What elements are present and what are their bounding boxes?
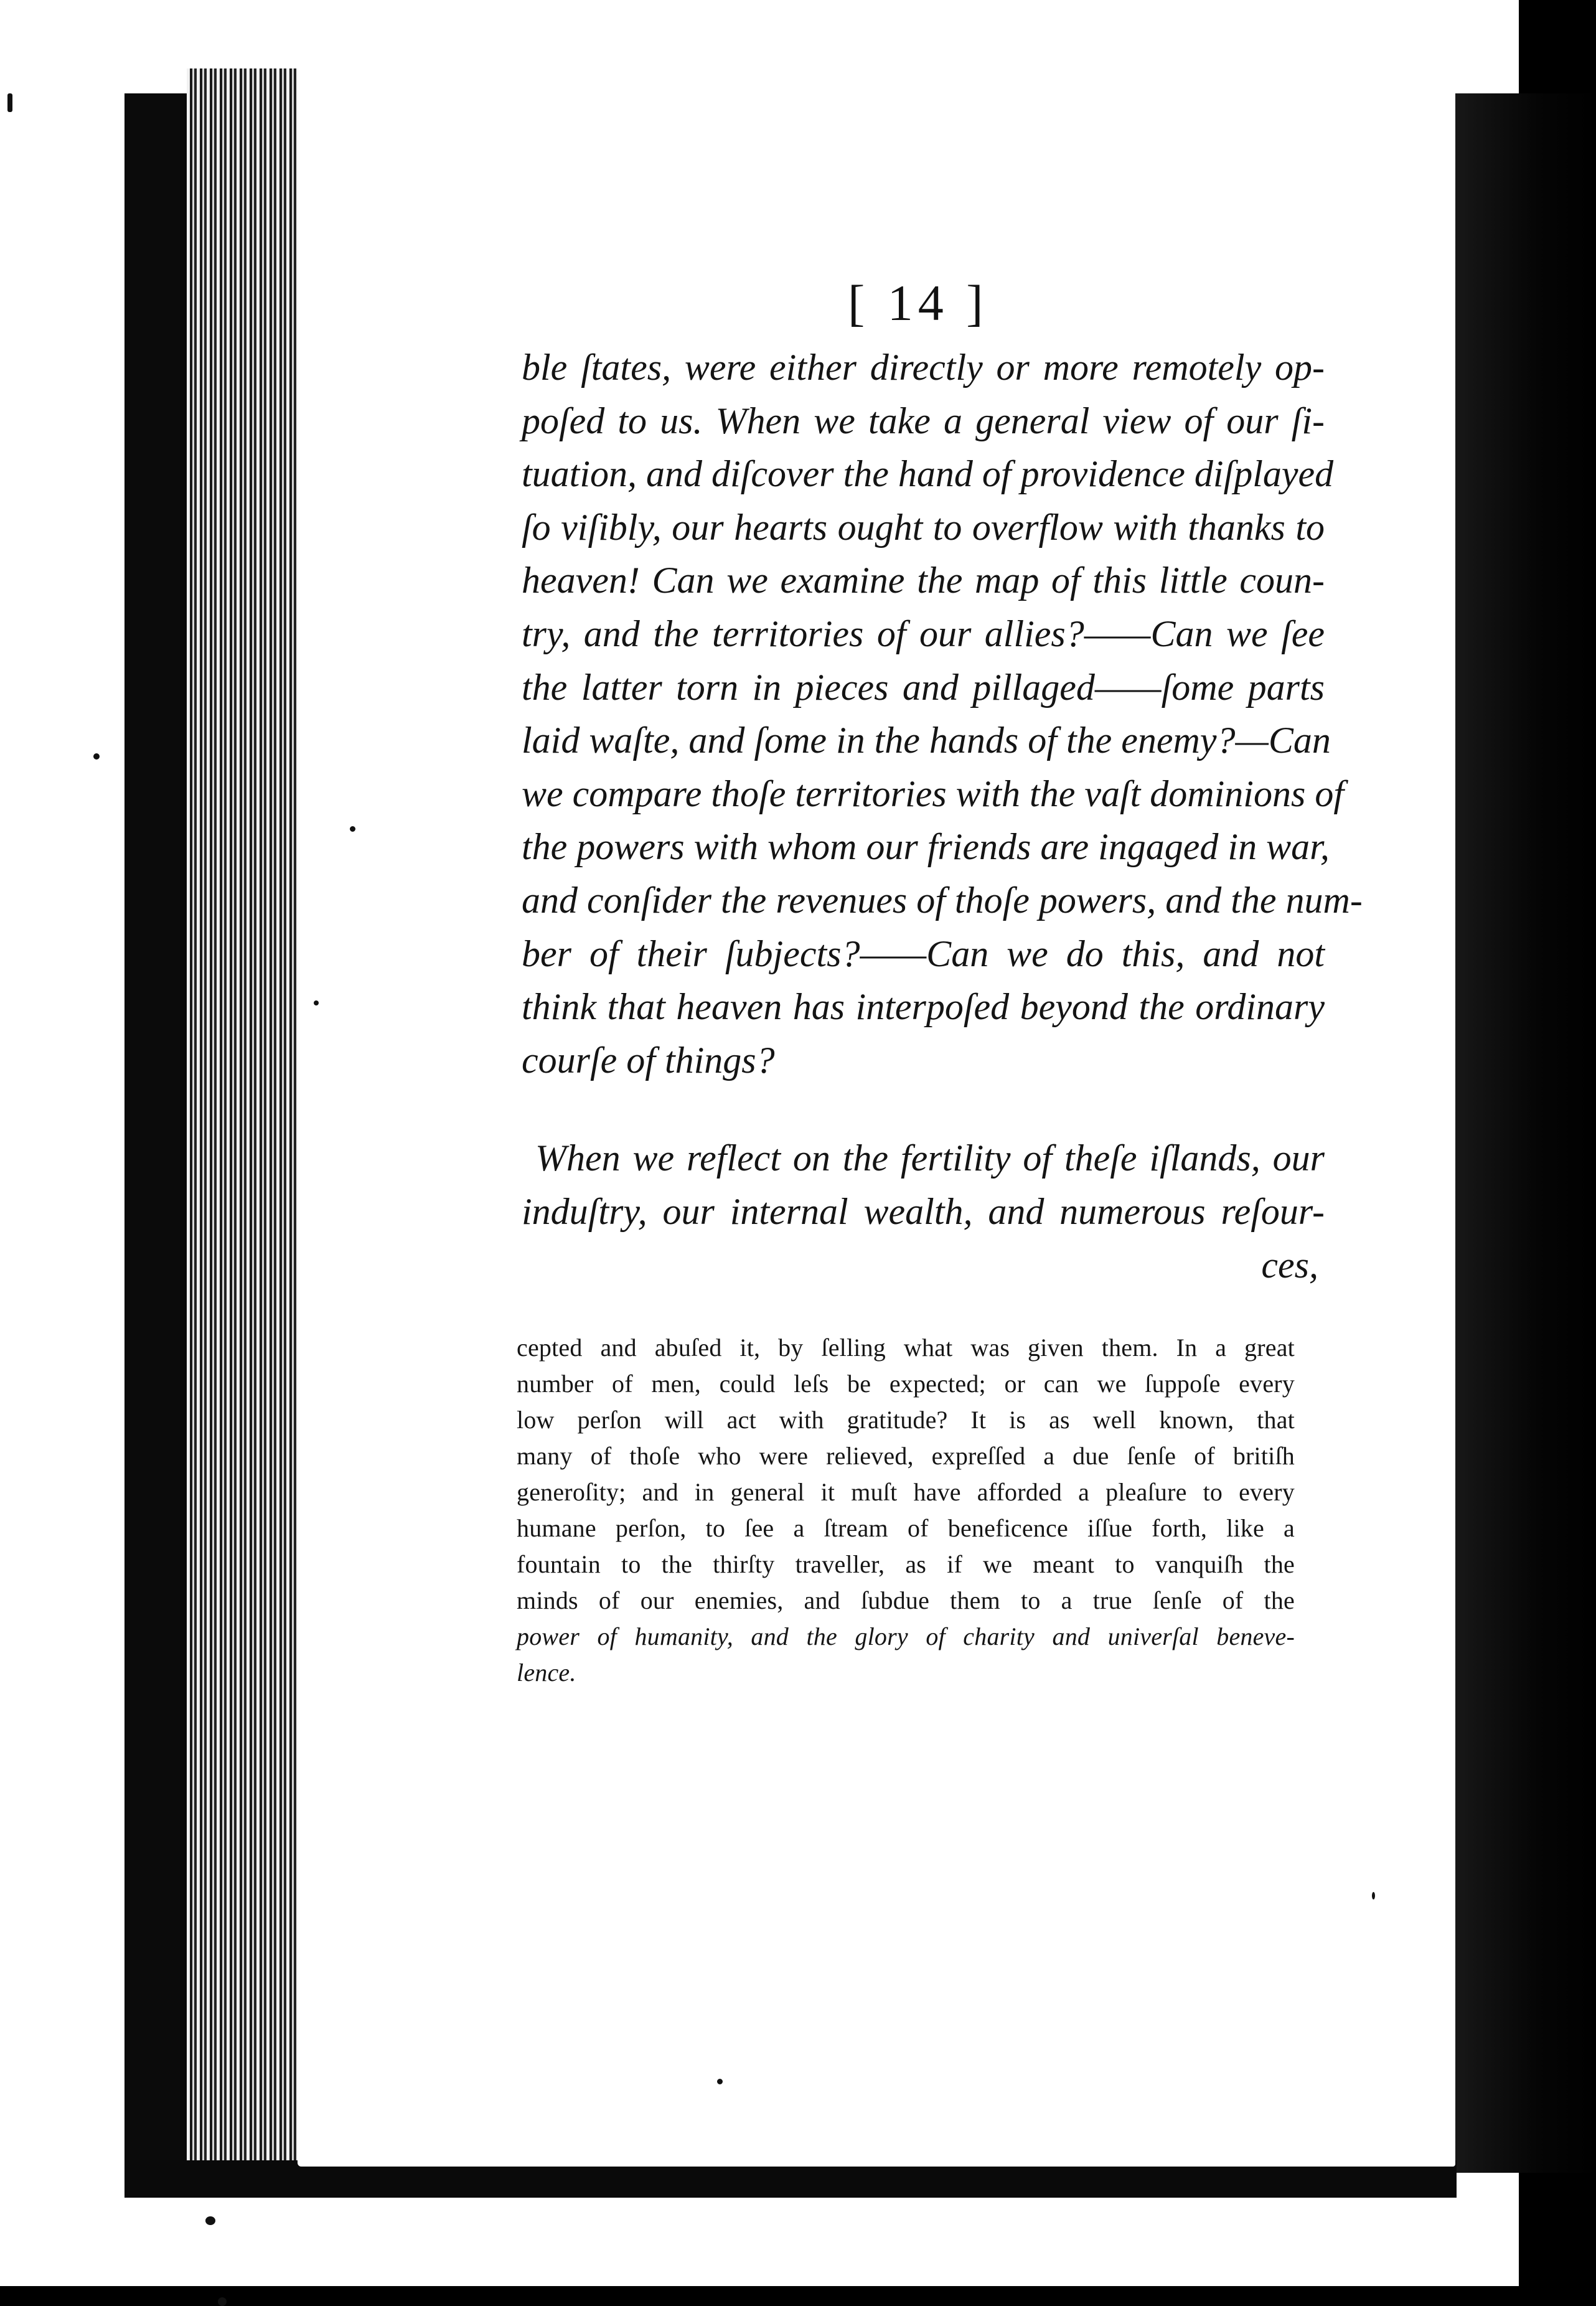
- text-line: the latter torn in pieces and pillaged——ſome parts: [522, 666, 1325, 708]
- text-line: When we reflect on the fertility of theſe iſlands, our: [535, 1137, 1325, 1179]
- scan-speck: [93, 753, 100, 760]
- text-line: minds of our enemies, and ſubdue them to a true ſenſe of the: [517, 1586, 1295, 1614]
- text-line: lence.: [517, 1659, 576, 1687]
- catchword: ces,: [1261, 1244, 1318, 1286]
- scan-speck: [205, 2216, 215, 2225]
- page-speck: [350, 826, 355, 832]
- page-speck: [717, 2079, 723, 2084]
- scan-speck: [218, 2297, 227, 2306]
- text-line: generoſity; and in general it muſt have afforded a pleaſure to every: [517, 1478, 1295, 1506]
- pasted-text-block: [517, 1330, 1295, 1691]
- main-text-block: [522, 341, 1363, 1292]
- text-line: try, and the territories of our allies?——Can we ſee: [522, 613, 1325, 654]
- text-line: humane perſon, to ſee a ſtream of beneficence iſſue forth, like a: [517, 1514, 1295, 1542]
- right-page-shadow: [1444, 93, 1596, 2173]
- text-line: low perſon will act with gratitude? It is as well known, that: [517, 1406, 1295, 1434]
- text-line: fountain to the thirſty traveller, as if we meant to vanquiſh the: [517, 1550, 1295, 1578]
- page-speck: [314, 1000, 319, 1005]
- text-line: laid waſte, and ſome in the hands of the enemy?—Can: [522, 720, 1331, 761]
- text-line: poſed to us. When we take a general view of our ſi-: [522, 400, 1325, 441]
- text-line: number of men, could leſs be expected; or can we ſuppoſe every: [517, 1370, 1295, 1398]
- page-edges: [187, 68, 299, 2198]
- text-line: ſo viſibly, our hearts ought to overflow with thanks to: [522, 506, 1325, 548]
- text-line: cepted and abuſed it, by ſelling what was given them. In a great: [517, 1334, 1295, 1362]
- text-line: we compare thoſe territories with the vaſt dominions of: [522, 773, 1344, 814]
- page-speck: [1372, 1892, 1375, 1899]
- scan-speck: [7, 93, 12, 112]
- text-line: ble ſtates, were either directly or more remotely op-: [522, 347, 1325, 388]
- text-line: many of thoſe who were relieved, expreſſed a due ſenſe of britiſh: [517, 1442, 1295, 1470]
- text-line: think that heaven has interpoſed beyond the ordinary: [522, 986, 1325, 1028]
- text-line: power of humanity, and the glory of charity and univerſal beneve-: [517, 1622, 1295, 1650]
- text-line: and conſider the revenues of thoſe powers, and the num-: [522, 879, 1363, 921]
- paragraph-gap: [522, 1087, 1325, 1132]
- text-line: courſe of things?: [522, 1039, 775, 1081]
- text-line: induſtry, our internal wealth, and numerous reſour-: [522, 1190, 1325, 1232]
- page-number: [ 14 ]: [848, 275, 988, 331]
- text-line: tuation, and diſcover the hand of providence diſplayed: [522, 453, 1334, 495]
- text-line: heaven! Can we examine the map of this little coun-: [522, 560, 1325, 601]
- text-line: the powers with whom our friends are ingaged in war,: [522, 826, 1330, 868]
- text-line: ber of their ſubjects?——Can we do this, and not: [522, 933, 1325, 974]
